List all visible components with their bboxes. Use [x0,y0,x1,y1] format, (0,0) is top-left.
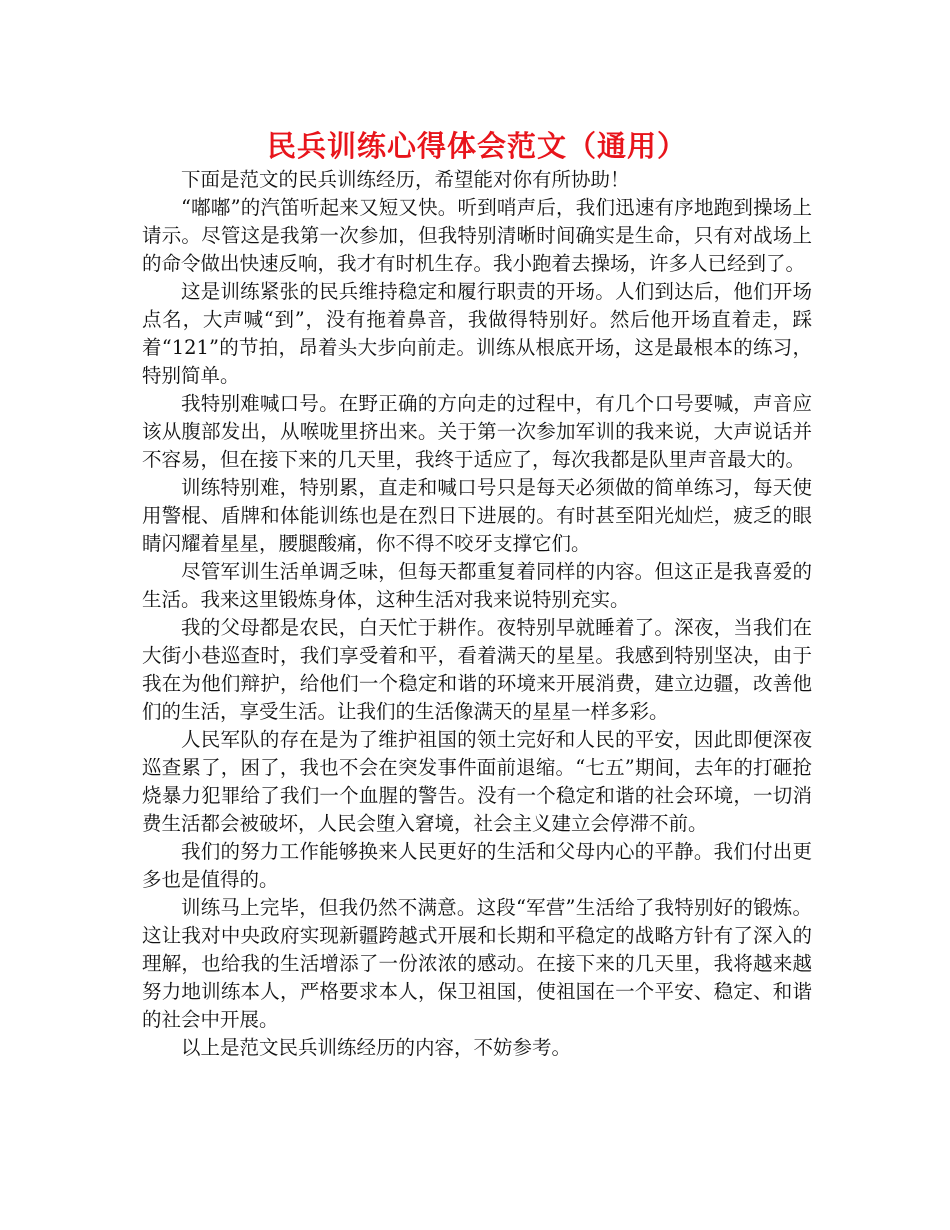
paragraph: 我特别难喊口号。在野正确的方向走的过程中，有几个口号要喊，声音应该从腹部发出，从喉咙里挤出来。关于第一次参加军训的我来说，大声说话并不容易，但在接下来的几天里，我终于适应了，每次我都是队里声音最大的。 [142,392,812,471]
paragraph: 人民军队的存在是为了维护祖国的领土完好和人民的平安，因此即便深夜巡查累了，困了，我也不会在突发事件面前退缩。“七五”期间，去年的打砸抢烧暴力犯罪给了我们一个血腥的警告。没有一个稳定和谐的社会环境，一切消费生活都会被破坏，人民会堕入窘境，社会主义建立会停滞不前。 [142,728,812,835]
document-page [142,126,812,1062]
document-title: 民兵训练心得体会范文（通用） [266,129,687,163]
paragraph: “嘟嘟”的汽笛听起来又短又快。听到哨声后，我们迅速有序地跑到操场上请示。尽管这是我第一次参加，但我特别清晰时间确实是生命，只有对战场上的命令做出快速反响，我才有时机生存。我小跑着去操场，许多人已经到了。 [142,196,812,275]
paragraph: 以上是范文民兵训练经历的内容，不妨参考。 [181,1036,572,1059]
paragraph: 这是训练紧张的民兵维持稳定和履行职责的开场。人们到达后，他们开场点名，大声喊“到”，没有拖着鼻音，我做得特别好。然后他开场直着走，踩着“121”的节拍，昂着头大步向前走。训练从根底开场，这是最根本的练习，特别简单。 [142,280,812,387]
paragraph: 我们的努力工作能够换来人民更好的生活和父母内心的平静。我们付出更多也是值得的。 [142,840,812,891]
paragraph: 训练马上完毕，但我仍然不满意。这段“军营”生活给了我特别好的锻炼。这让我对中央政府实现新疆跨越式开展和长期和平稳定的战略方针有了深入的理解，也给我的生活增添了一份浓浓的感动。在接下来的几天里，我将越来越努力地训练本人，严格要求本人，保卫祖国，使祖国在一个平安、稳定、和谐的社会中开展。 [142,896,812,1031]
paragraph: 下面是范文的民兵训练经历，希望能对你有所协助！ [181,168,630,191]
paragraph: 尽管军训生活单调乏味，但每天都重复着同样的内容。但这正是我喜爱的生活。我来这里锻炼身体，这种生活对我来说特别充实。 [142,560,812,611]
document-body [142,166,812,1062]
paragraph: 训练特别难，特别累，直走和喊口号只是每天必须做的简单练习，每天使用警棍、盾牌和体能训练也是在烈日下进展的。有时甚至阳光灿烂，疲乏的眼睛闪耀着星星，腰腿酸痛，你不得不咬牙支撑它们。 [142,476,812,555]
paragraph: 我的父母都是农民，白天忙于耕作。夜特别早就睡着了。深夜，当我们在大街小巷巡查时，我们享受着和平，看着满天的星星。我感到特别坚决，由于我在为他们辩护，给他们一个稳定和谐的环境来开展消费，建立边疆，改善他们的生活，享受生活。让我们的生活像满天的星星一样多彩。 [142,616,812,723]
